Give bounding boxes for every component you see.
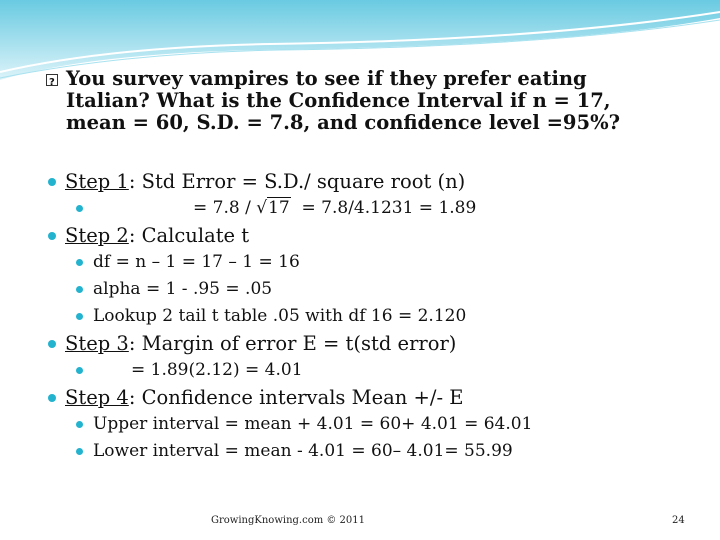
step-2-sub-text: alpha = 1 - .95 = .05 xyxy=(93,279,273,299)
step-3-label: Step 3 xyxy=(65,332,129,355)
step-3-sub-text: = 1.89(2.12) = 4.01 xyxy=(131,360,303,380)
bullet-icon xyxy=(48,232,56,240)
question-line-2: Italian? What is the Confidence Interval if n = 17, xyxy=(66,89,611,112)
step-3-text: : Margin of error E = t(std error) xyxy=(128,332,457,355)
question-line-1: You survey vampires to see if they prefer eating xyxy=(66,67,587,90)
step-4-label: Step 4 xyxy=(65,386,129,409)
bullet-icon xyxy=(76,205,83,212)
bullet-icon xyxy=(76,313,83,320)
step-1-sub-post: = 7.8/4.1231 = 1.89 xyxy=(290,198,477,218)
bullet-icon xyxy=(76,421,83,428)
question-line-3: mean = 60, S.D. = 7.8, and confidence level =95%? xyxy=(66,111,621,134)
bullet-icon xyxy=(48,340,56,348)
steps-list xyxy=(46,168,696,465)
step-4 xyxy=(46,384,696,411)
sqrt-symbol: √ xyxy=(256,198,268,218)
step-3 xyxy=(46,330,696,357)
sqrt-expression xyxy=(256,195,290,222)
sqrt-argument: 17 xyxy=(268,198,290,218)
bullet-icon xyxy=(76,286,83,293)
bullet-icon xyxy=(76,259,83,266)
step-3-sub xyxy=(46,357,696,384)
step-2-sub xyxy=(46,276,696,303)
step-1-label: Step 1 xyxy=(65,170,129,193)
footer-credit: GrowingKnowing.com © 2011 xyxy=(211,515,366,526)
step-2-label: Step 2 xyxy=(65,224,129,247)
page-number: 24 xyxy=(672,515,685,526)
step-4-sub-text: Lower interval = mean - 4.01 = 60– 4.01= 55.99 xyxy=(93,441,513,461)
step-2-sub-text: Lookup 2 tail t table .05 with df 16 = 2.120 xyxy=(93,306,467,326)
step-2-sub-text: df = n – 1 = 17 – 1 = 16 xyxy=(93,252,300,272)
step-4-text: : Confidence intervals Mean +/- E xyxy=(128,386,464,409)
step-2-sub xyxy=(46,303,696,330)
bullet-icon xyxy=(76,448,83,455)
question-block xyxy=(46,68,696,134)
bullet-icon xyxy=(48,394,56,402)
slide-content xyxy=(46,68,696,465)
bullet-icon xyxy=(48,178,56,186)
step-1-text: : Std Error = S.D./ square root (n) xyxy=(128,170,466,193)
step-2 xyxy=(46,222,696,249)
step-4-sub-text: Upper interval = mean + 4.01 = 60+ 4.01 = 64.01 xyxy=(93,414,533,434)
question-bullet-icon xyxy=(46,74,58,86)
step-2-text: : Calculate t xyxy=(128,224,250,247)
step-1-sub xyxy=(46,195,696,222)
step-2-sub xyxy=(46,249,696,276)
bullet-icon xyxy=(76,367,83,374)
step-1-sub-pre: = 7.8 / xyxy=(193,198,257,218)
step-1 xyxy=(46,168,696,195)
step-4-sub xyxy=(46,438,696,465)
step-4-sub xyxy=(46,411,696,438)
